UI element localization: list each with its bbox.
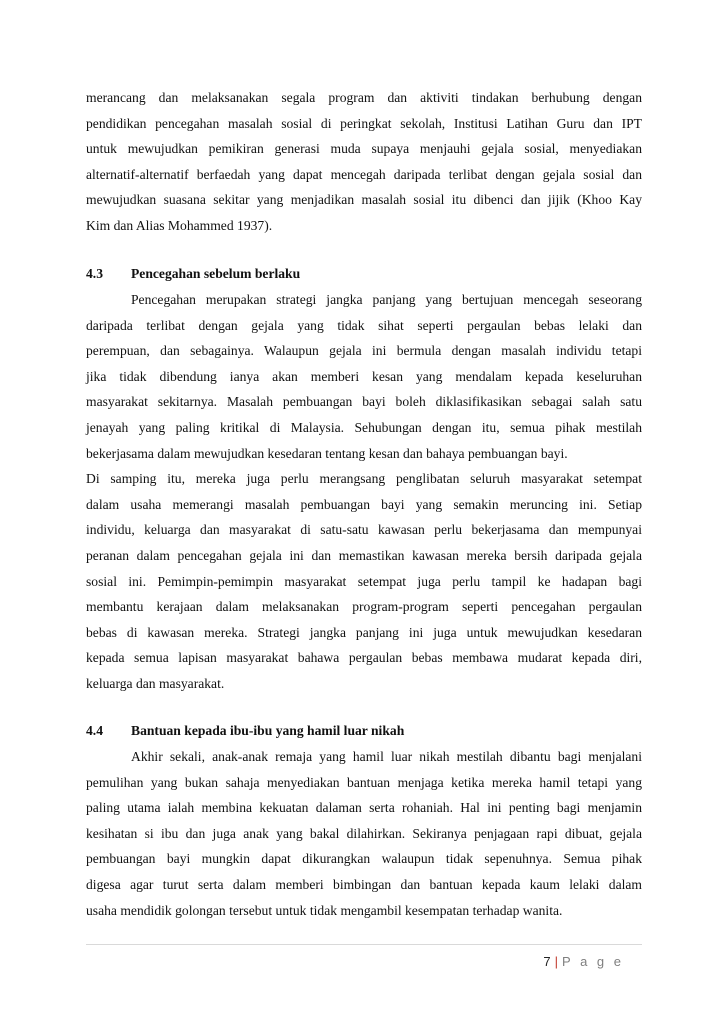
text-line: keluarga dan masyarakat. [86, 675, 225, 691]
section-number: 4.4 [86, 723, 103, 738]
text-line: masyarakat sekitarnya. Masalah pembuangan bayi boleh diklasifikasikan sebagai salah satu [86, 394, 642, 410]
text-line: merancang dan melaksanakan segala program dan aktiviti tindakan berhubung dengan [86, 90, 642, 105]
section-title: Pencegahan sebelum berlaku [131, 266, 301, 281]
text-line: jika tidak dibendung ianya akan memberi kesan yang mendalam kepada keseluruhan [86, 368, 642, 384]
text-line: Di samping itu, mereka juga perlu merangsang penglibatan seluruh masyarakat setempat [86, 471, 642, 487]
page-footer [543, 954, 624, 969]
text-line: bebas di kawasan mereka. Strategi jangka panjang ini juga untuk mewujudkan kesedaran [86, 624, 642, 640]
page-number: 7 [543, 954, 551, 969]
section-title: Bantuan kepada ibu-ibu yang hamil luar nikah [131, 723, 405, 738]
text-line: kesihatan si ibu dan juga anak yang bakal dilahirkan. Sekiranya penjagaan rapi dibuat, gejala [86, 825, 642, 841]
text-line: pembuangan bayi mungkin dapat dikurangkan walaupun tidak sepenuhnya. Semua pihak [86, 851, 642, 867]
text-line: Kim dan Alias Mohammed 1937). [86, 217, 273, 233]
text-line: perempuan, dan sebagainya. Walaupun gejala ini bermula dengan masalah individu tetapi [86, 343, 642, 359]
section-heading-4-3 [86, 261, 642, 287]
section-4-4-paragraph [86, 744, 642, 923]
text-line: pendidikan pencegahan masalah sosial di peringkat sekolah, Institusi Latihan Guru dan IPT [86, 115, 642, 131]
text-line: Pencegahan merupakan strategi jangka panjang yang bertujuan mencegah seseorang [131, 292, 642, 307]
text-line: jenayah yang paling kritikal di Malaysia. Sehubungan dengan itu, semua pihak mestilah [86, 419, 642, 435]
text-line: pemulihan yang bukan sahaja menyediakan bantuan menjaga ketika mereka hamil tetapi yang [86, 774, 642, 790]
text-line: paling utama ialah membina kekuatan dalaman serta rohaniah. Hal ini penting bagi menjamin [86, 800, 642, 816]
text-line: untuk mewujudkan pemikiran generasi muda supaya menjauhi gejala sosial, menyediakan [86, 141, 642, 157]
text-line: sosial ini. Pemimpin-pemimpin masyarakat setempat juga perlu tampil ke hadapan bagi [86, 573, 642, 589]
text-line: peranan dalam pencegahan gejala ini dan memastikan kawasan mereka bersih daripada gejala [86, 547, 642, 563]
text-line: Akhir sekali, anak-anak remaja yang hamil luar nikah mestilah dibantu bagi menjalani [131, 749, 642, 764]
text-line: dalam usaha memerangi masalah pembuangan bayi yang semakin meruncing ini. Setiap [86, 496, 642, 512]
footer-divider [86, 944, 642, 945]
text-line: membantu kerajaan dalam melaksanakan program-program seperti pencegahan pergaulan [86, 599, 642, 615]
text-line: mewujudkan suasana sekitar yang menjadikan masalah sosial itu dibenci dan jijik (Khoo Kay [86, 192, 642, 208]
text-line: kepada semua lapisan masyarakat bahawa pergaulan bebas membawa mudarat kepada diri, [86, 650, 642, 666]
page-label: P a g e [562, 954, 624, 969]
section-heading-4-4 [86, 718, 642, 744]
footer-separator: | [554, 954, 559, 969]
text-line: bekerjasama dalam mewujudkan kesedaran tentang kesan dan bahaya pembuangan bayi. [86, 445, 568, 461]
text-line: usaha mendidik golongan tersebut untuk tidak mengambil kesempatan terhadap wanita. [86, 902, 563, 918]
text-line: daripada terlibat dengan gejala yang tidak sihat seperti pergaulan bebas lelaki dan [86, 317, 642, 333]
text-line: digesa agar turut serta dalam memberi bimbingan dan bantuan kepada kaum lelaki dalam [86, 876, 642, 892]
text-line: alternatif-alternatif berfaedah yang dapat mencegah daripada terlibat dengan gejala sosial dan [86, 166, 642, 182]
section-4-3-paragraph [86, 287, 642, 697]
text-line: individu, keluarga dan masyarakat di satu-satu kawasan perlu bekerjasama dan mempunyai [86, 522, 642, 538]
intro-paragraph [86, 85, 642, 239]
section-number: 4.3 [86, 266, 103, 281]
